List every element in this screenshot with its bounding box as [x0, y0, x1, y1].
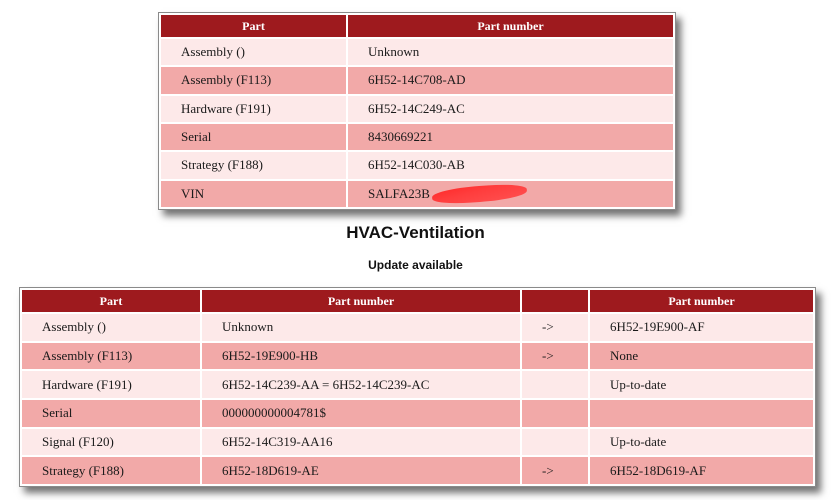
table-row: [22, 371, 813, 398]
update-arrow: ->: [522, 343, 588, 370]
column-header-current-part-number: Part number: [202, 290, 520, 312]
update-arrow: ->: [522, 314, 588, 341]
section-subtitle: Update available: [368, 258, 463, 272]
table-row: [161, 67, 673, 93]
part-name: Strategy (F188): [161, 152, 346, 178]
current-part-number: 6H52-14C319-AA16: [202, 429, 520, 456]
table-row: [161, 181, 673, 207]
current-part-number: 6H52-19E900-HB: [202, 343, 520, 370]
table-row: [161, 39, 673, 65]
part-name: VIN: [161, 181, 346, 207]
column-header-part: Part: [22, 290, 200, 312]
column-header-arrow: [522, 290, 588, 312]
table-row: [22, 400, 813, 427]
update-table: [19, 287, 816, 487]
new-part-number: 6H52-19E900-AF: [590, 314, 813, 341]
part-number: 6H52-14C249-AC: [348, 96, 673, 122]
current-part-number: 000000000004781$: [202, 400, 520, 427]
part-number: 8430669221: [348, 124, 673, 150]
part-name: Hardware (F191): [22, 371, 200, 398]
part-name: Serial: [161, 124, 346, 150]
part-info-table: [158, 12, 676, 210]
part-name: Serial: [22, 400, 200, 427]
part-name: Strategy (F188): [22, 457, 200, 484]
table-header-row: [161, 15, 673, 37]
current-part-number: 6H52-18D619-AE: [202, 457, 520, 484]
table-row: [22, 314, 813, 341]
section-title: HVAC-Ventilation: [346, 223, 485, 242]
part-name: Assembly (): [161, 39, 346, 65]
table-row: [161, 96, 673, 122]
vin-cell: [348, 181, 673, 207]
update-arrow: [522, 371, 588, 398]
part-number: 6H52-14C708-AD: [348, 67, 673, 93]
redaction-scribble: [431, 183, 527, 206]
table-row: [22, 429, 813, 456]
part-name: Hardware (F191): [161, 96, 346, 122]
part-number: Unknown: [348, 39, 673, 65]
part-name: Signal (F120): [22, 429, 200, 456]
table-row: [22, 343, 813, 370]
new-part-number: 6H52-18D619-AF: [590, 457, 813, 484]
table-row: [161, 124, 673, 150]
new-part-number: Up-to-date: [590, 429, 813, 456]
table-row: [161, 152, 673, 178]
part-name: Assembly (F113): [22, 343, 200, 370]
table-header-row: [22, 290, 813, 312]
column-header-new-part-number: Part number: [590, 290, 813, 312]
update-arrow: ->: [522, 457, 588, 484]
new-part-number: Up-to-date: [590, 371, 813, 398]
update-arrow: [522, 429, 588, 456]
part-name: Assembly (): [22, 314, 200, 341]
part-name: Assembly (F113): [161, 67, 346, 93]
part-number: 6H52-14C030-AB: [348, 152, 673, 178]
vin-value: SALFA23B: [368, 186, 430, 202]
current-part-number: 6H52-14C239-AA = 6H52-14C239-AC: [202, 371, 520, 398]
new-part-number: None: [590, 343, 813, 370]
column-header-part-number: Part number: [348, 15, 673, 37]
current-part-number: Unknown: [202, 314, 520, 341]
column-header-part: Part: [161, 15, 346, 37]
table-row: [22, 457, 813, 484]
new-part-number: [590, 400, 813, 427]
update-arrow: [522, 400, 588, 427]
